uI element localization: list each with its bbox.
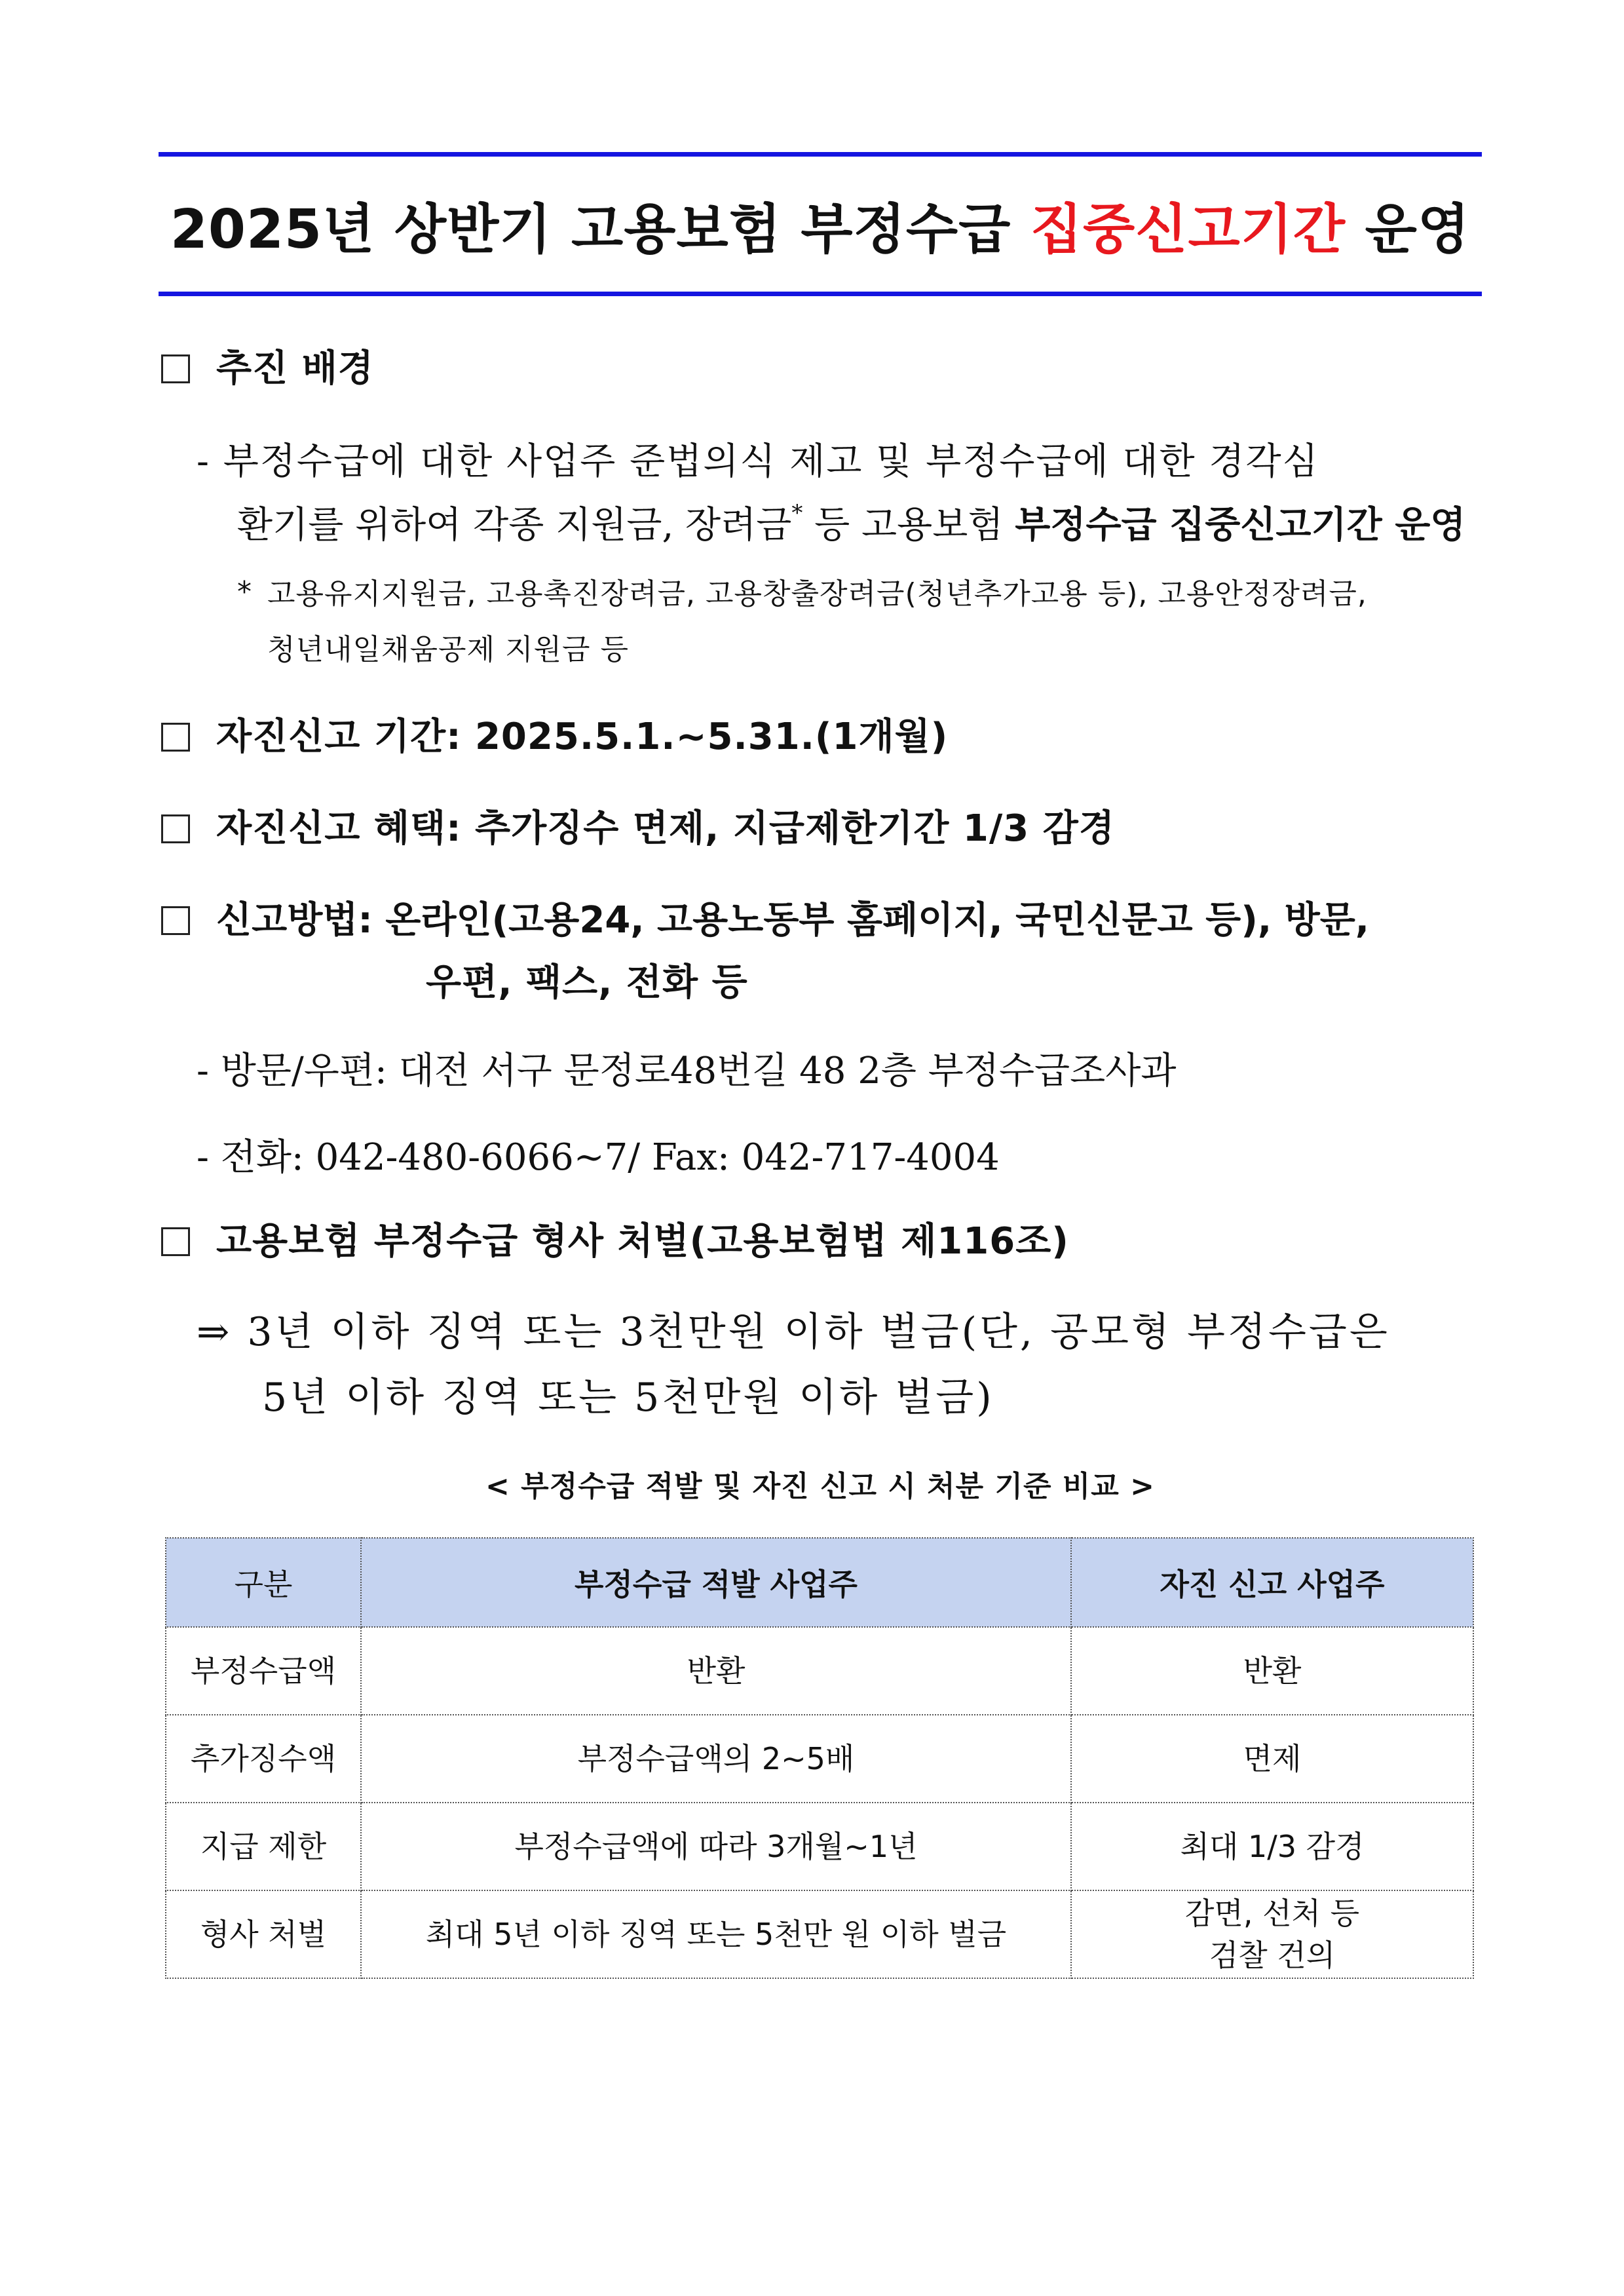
section-method-line-2: 우편, 팩스, 전화 등 <box>426 961 748 1004</box>
title-suffix: 운영 <box>1346 199 1471 261</box>
row-label: 추가징수액 <box>166 1715 361 1803</box>
cell-detected: 부정수급액에 따라 3개월~1년 <box>361 1803 1071 1890</box>
section-method-label: 신고방법: 온라인(고용24, 고용노동부 홈페이지, 국민신문고 등), 방문, <box>216 899 1370 942</box>
cell-detected: 최대 5년 이하 징역 또는 5천만 원 이하 벌금 <box>361 1890 1071 1978</box>
title-highlight: 집중신고기간 <box>1030 199 1346 261</box>
penalty-line-1: ⇒ 3년 이하 징역 또는 3천만원 이하 벌금(단, 공모형 부정수급은 <box>197 1309 1390 1355</box>
table-caption: < 부정수급 적발 및 자진 신고 시 처분 기준 비교 > <box>485 1470 1155 1503</box>
checkbox-square-icon <box>161 1227 190 1256</box>
checkbox-square-icon <box>161 723 190 752</box>
background-line-1: - 부정수급에 대한 사업주 준법의식 제고 및 부정수급에 대한 경각심 <box>197 440 1319 483</box>
table-row <box>166 1627 1473 1715</box>
cell-detected: 부정수급액의 2~5배 <box>361 1715 1071 1803</box>
background-note-2: 청년내일채움공제 지원금 등 <box>267 633 630 666</box>
method-visit: - 방문/우편: 대전 서구 문정로48번길 48 2층 부정수급조사과 <box>197 1050 1177 1092</box>
method-phone: - 전화: 042-480-6066~7/ Fax: 042-717-4004 <box>197 1136 1000 1179</box>
background-line-2b: 등 고용보험 <box>803 504 1015 546</box>
row-label: 지급 제한 <box>166 1803 361 1890</box>
table-row <box>166 1715 1473 1803</box>
section-benefit <box>161 799 1115 852</box>
comparison-table <box>165 1537 1474 1979</box>
cell-self-report: 반환 <box>1071 1627 1473 1715</box>
background-line-2-bold: 부정수급 집중신고기간 운영 <box>1015 503 1466 546</box>
section-period <box>161 708 948 760</box>
checkbox-square-icon <box>161 906 190 935</box>
header-detected-employer: 부정수급 적발 사업주 <box>361 1538 1071 1627</box>
checkbox-square-icon <box>161 354 190 383</box>
section-period-label: 자진신고 기간: 2025.5.1.~5.31.(1개월) <box>216 716 949 758</box>
background-line-2 <box>237 496 1465 548</box>
title-rule-top <box>159 152 1482 157</box>
header-category: 구분 <box>166 1538 361 1627</box>
title-rule-bottom <box>159 292 1482 296</box>
section-method <box>161 891 1369 944</box>
table-header-row <box>166 1538 1473 1627</box>
cell-self-report: 면제 <box>1071 1715 1473 1803</box>
note-star-marker: * <box>237 575 252 609</box>
section-background-label: 추진 배경 <box>216 347 374 390</box>
table-row <box>166 1890 1473 1978</box>
footnote-marker: * <box>791 500 803 526</box>
header-self-report-employer: 자진 신고 사업주 <box>1071 1538 1473 1627</box>
section-penalty <box>161 1212 1069 1265</box>
background-note-1: 고용유지지원금, 고용촉진장려금, 고용창출장려금(청년추가고용 등), 고용안정장려금, <box>267 577 1367 611</box>
table-row <box>166 1803 1473 1890</box>
section-benefit-label: 자진신고 혜택: 추가징수 면제, 지급제한기간 1/3 감경 <box>216 807 1115 850</box>
cell-self-report-line-2: 검찰 건의 <box>1209 1938 1336 1973</box>
background-line-2a: 환기를 위하여 각종 지원금, 장려금 <box>237 504 792 546</box>
cell-detected: 반환 <box>361 1627 1071 1715</box>
section-background-heading <box>161 339 374 392</box>
row-label: 부정수급액 <box>166 1627 361 1715</box>
section-penalty-label: 고용보험 부정수급 형사 처벌(고용보험법 제116조) <box>216 1220 1069 1263</box>
cell-self-report-line-1: 감면, 선처 등 <box>1184 1896 1360 1931</box>
page-title <box>159 187 1482 263</box>
title-prefix: 2025년 상반기 고용보험 부정수급 <box>170 199 1030 261</box>
penalty-line-2: 5년 이하 징역 또는 5천만원 이하 벌금) <box>262 1375 994 1421</box>
cell-self-report: 최대 1/3 감경 <box>1071 1803 1473 1890</box>
row-label: 형사 처벌 <box>166 1890 361 1978</box>
checkbox-square-icon <box>161 814 190 843</box>
cell-self-report <box>1071 1890 1473 1978</box>
